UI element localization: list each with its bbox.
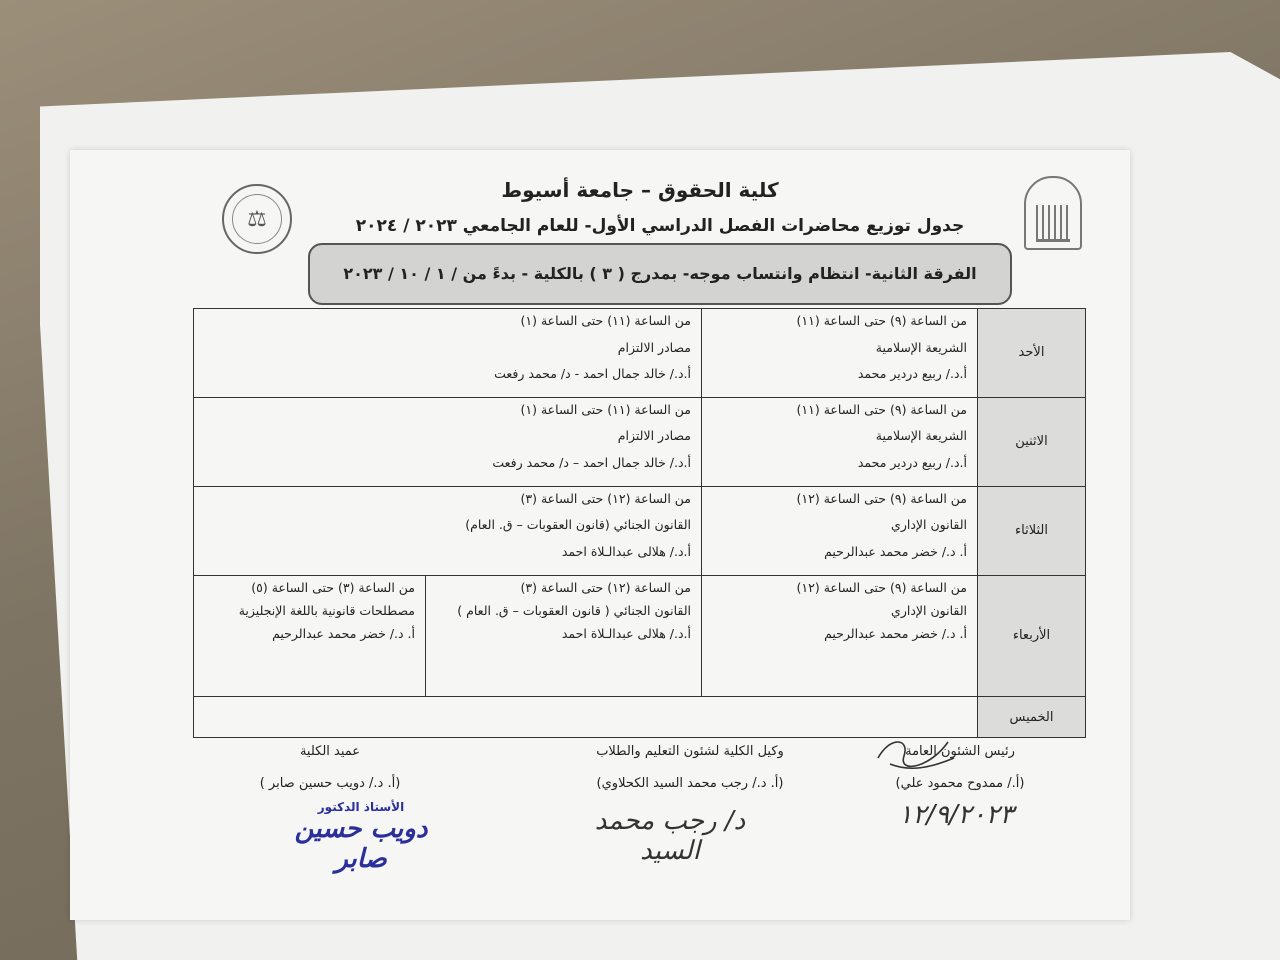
slot-subject: القانون الجنائي ( قانون العقوبات – ق. العام ) — [457, 602, 691, 618]
slot-cell — [194, 309, 702, 398]
college-title: كلية الحقوق – جامعة أسيوط — [501, 178, 779, 202]
table-row — [194, 575, 1086, 696]
handwritten-date: ١٢/٩/٢٠٢٣ — [898, 800, 1014, 830]
day-cell: الأربعاء — [978, 575, 1086, 696]
vice-dean-title: وكيل الكلية لشئون التعليم والطلاب — [596, 744, 784, 759]
slot-subject: مصادر الالتزام — [617, 428, 691, 444]
affairs-name: (أ./ ممدوح محمود علي) — [895, 776, 1025, 791]
slot-lecturer: أ.د./ خالد جمال احمد - د/ محمد رفعت — [494, 366, 691, 381]
slot-cell — [702, 309, 978, 398]
group-banner — [308, 243, 1012, 305]
slot-time: من الساعة (١٢) حتى الساعة (٣) — [520, 579, 691, 595]
slot-time: من الساعة (٣) حتى الساعة (٥) — [251, 579, 415, 595]
slot-subject: مصادر الالتزام — [617, 339, 691, 355]
slot-time: من الساعة (١١) حتى الساعة (١) — [520, 401, 691, 417]
slot-subject: الشريعة الإسلامية — [875, 428, 967, 444]
slot-cell — [702, 397, 978, 486]
slot-time: من الساعة (١٢) حتى الساعة (٣) — [520, 490, 691, 506]
day-cell: الخميس — [978, 697, 1086, 738]
slot-lecturer: أ.د./ خالد جمال احمد – د/ محمد رفعت — [492, 454, 691, 470]
slot-lecturer: أ.د./ ربيع دردير محمد — [857, 454, 967, 470]
schedule-subtitle: جدول توزيع محاضرات الفصل الدراسي الأول- للعام الجامعي ٢٠٢٣ / ٢٠٢٤ — [355, 216, 965, 236]
signature-scribble-icon — [870, 728, 960, 780]
slot-time: من الساعة (٩) حتى الساعة (١١) — [796, 313, 967, 328]
slot-cell — [702, 575, 978, 696]
day-cell: الاثنين — [978, 397, 1086, 486]
day-cell: الثلاثاء — [978, 486, 1086, 575]
slot-subject: القانون الإداري — [891, 602, 967, 618]
slot-cell — [426, 575, 702, 696]
vice-dean-name: (أ. د./ رجب محمد السيد الكحلاوي) — [596, 776, 784, 791]
slot-lecturer: أ. د./ خضر محمد عبدالرحيم — [272, 625, 415, 641]
slot-lecturer: أ. د./ خضر محمد عبدالرحيم — [824, 625, 967, 641]
stamp-line1: الأستاذ الدكتور — [317, 800, 405, 814]
stamp-line2: دويب حسين صابر — [294, 814, 428, 874]
dean-title: عميد الكلية — [299, 744, 361, 759]
slot-time: من الساعة (٩) حتى الساعة (١١) — [796, 401, 967, 417]
table-row — [194, 397, 1086, 486]
slot-time: من الساعة (٩) حتى الساعة (١٢) — [796, 490, 967, 506]
slot-time: من الساعة (٩) حتى الساعة (١٢) — [796, 579, 967, 595]
affairs-title: رئيس الشئون العامة — [905, 744, 1015, 759]
table-row — [194, 486, 1086, 575]
slot-cell — [194, 486, 702, 575]
table-row — [194, 309, 1086, 398]
schedule-table — [193, 308, 1086, 738]
slot-subject: القانون الجنائي (قانون العقوبات – ق. العام) — [465, 517, 691, 533]
faculty-seal-icon: ⚖ — [222, 184, 292, 254]
slot-subject: مصطلحات قانونية باللغة الإنجليزية — [238, 602, 415, 618]
dean-stamp — [266, 800, 456, 874]
handwritten-signature: د/ رجب محمد السيد — [594, 806, 746, 866]
slot-time: من الساعة (١١) حتى الساعة (١) — [520, 313, 691, 328]
slot-subject: الشريعة الإسلامية — [875, 339, 967, 355]
dean-name: (أ. د./ دويب حسين صابر ) — [259, 776, 401, 791]
slot-subject: القانون الإداري — [891, 517, 967, 533]
slot-cell — [194, 397, 702, 486]
slot-cell — [702, 486, 978, 575]
slot-lecturer: أ.د./ هلالى عبدالـلاة احمد — [561, 543, 691, 559]
slot-lecturer: أ.د./ ربيع دردير محمد — [857, 366, 967, 381]
slot-cell — [194, 575, 426, 696]
empty-slot-cell — [194, 697, 978, 738]
day-cell: الأحد — [978, 309, 1086, 398]
slot-lecturer: أ.د./ هلالى عبدالـلاة احمد — [561, 625, 691, 641]
slot-lecturer: أ. د./ خضر محمد عبدالرحيم — [824, 543, 967, 559]
banner-line: الفرقة الثانية- انتظام وانتساب موجه- بمدرج ( ٣ ) بالكلية - بدءً من / ١ / ١٠ / ٢٠٢٣ — [343, 264, 977, 283]
